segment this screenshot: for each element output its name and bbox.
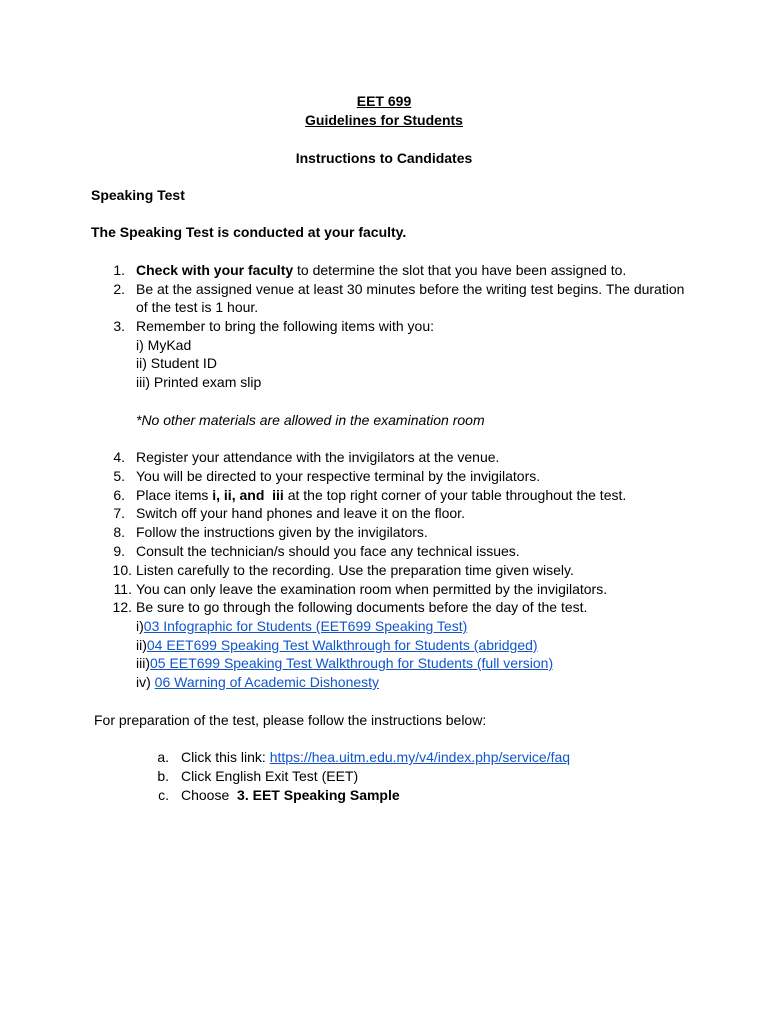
guidelines-title: Guidelines for Students xyxy=(305,112,463,128)
item-number: 9. xyxy=(113,543,125,559)
list-item-11: You can only leave the examination room when permitted by the invigilators. xyxy=(136,581,608,597)
prep-letter: b. xyxy=(157,768,169,784)
list-item-2-line-2: of the test is 1 hour. xyxy=(136,299,259,315)
item-number: 5. xyxy=(113,468,125,484)
prep-letter: c. xyxy=(158,787,169,803)
list-item-3: Remember to bring the following items with you: xyxy=(136,318,435,334)
document-link-row xyxy=(136,617,467,635)
document-link-row xyxy=(136,654,553,672)
sub-item-exam-slip: iii) Printed exam slip xyxy=(136,374,262,390)
item-number: 7. xyxy=(113,505,125,521)
prep-step-c-bold: 3. EET Speaking Sample xyxy=(237,787,400,803)
prep-step-c-text: Choose xyxy=(181,787,238,803)
item-6-bold: i, ii, and iii xyxy=(212,487,284,503)
walkthrough-abridged-link[interactable]: 04 EET699 Speaking Test Walkthrough for Students (abridged) xyxy=(146,637,538,653)
speaking-test-heading: Speaking Test xyxy=(91,187,185,203)
list-item-12: Be sure to go through the following documents before the day of the test. xyxy=(136,599,588,615)
infographic-link[interactable]: 03 Infographic for Students (EET699 Speaking Test) xyxy=(143,618,468,634)
prep-letter: a. xyxy=(157,749,169,765)
list-item-2-line-1: Be at the assigned venue at least 30 minutes before the writing test begins. The duration xyxy=(136,281,685,297)
item-6-text-b: at the top right corner of your table throughout the test. xyxy=(283,487,627,503)
item-number: 12. xyxy=(112,599,132,615)
prep-step-b: Click English Exit Test (EET) xyxy=(181,768,359,784)
list-item-4: Register your attendance with the invigilators at the venue. xyxy=(136,449,500,465)
doc-prefix: iii) xyxy=(136,655,150,671)
list-item-6 xyxy=(136,486,626,504)
academic-dishonesty-link[interactable]: 06 Warning of Academic Dishonesty xyxy=(154,674,380,690)
doc-prefix: iv) xyxy=(136,674,155,690)
sub-item-student-id: ii) Student ID xyxy=(136,355,217,371)
item-1-text: to determine the slot that you have been assigned to. xyxy=(293,262,627,278)
instructions-heading: Instructions to Candidates xyxy=(295,150,473,166)
item-6-text-a: Place items xyxy=(136,487,213,503)
list-item-10: Listen carefully to the recording. Use the preparation time given wisely. xyxy=(136,562,574,578)
item-number: 2. xyxy=(113,281,125,297)
preparation-intro: For preparation of the test, please follow the instructions below: xyxy=(94,712,487,728)
list-item-7: Switch off your hand phones and leave it on the floor. xyxy=(136,505,465,521)
doc-prefix: i) xyxy=(136,618,144,634)
course-code-title: EET 699 xyxy=(356,93,412,109)
sub-item-mykad: i) MyKad xyxy=(136,337,192,353)
list-item-1 xyxy=(136,261,626,279)
materials-note: *No other materials are allowed in the examination room xyxy=(136,412,485,428)
item-number: 10. xyxy=(112,562,132,578)
doc-prefix: ii) xyxy=(136,637,147,653)
intro-statement: The Speaking Test is conducted at your faculty. xyxy=(91,224,407,240)
item-1-bold: Check with your faculty xyxy=(136,262,294,278)
prep-step-a xyxy=(181,748,570,766)
prep-step-a-text: Click this link: xyxy=(181,749,270,765)
faq-link[interactable]: https://hea.uitm.edu.my/v4/index.php/service/faq xyxy=(269,749,571,765)
prep-step-c xyxy=(181,786,400,804)
item-number: 3. xyxy=(113,318,125,334)
list-item-8: Follow the instructions given by the invigilators. xyxy=(136,524,428,540)
item-number: 11. xyxy=(113,581,132,597)
list-item-5: You will be directed to your respective terminal by the invigilators. xyxy=(136,468,541,484)
item-number: 6. xyxy=(113,487,125,503)
list-item-9: Consult the technician/s should you face any technical issues. xyxy=(136,543,520,559)
item-number: 1. xyxy=(113,262,125,278)
walkthrough-full-link[interactable]: 05 EET699 Speaking Test Walkthrough for Students (full version) xyxy=(150,655,554,671)
document-link-row xyxy=(136,636,538,654)
document-link-row xyxy=(136,673,379,691)
item-number: 8. xyxy=(113,524,125,540)
item-number: 4. xyxy=(113,449,125,465)
